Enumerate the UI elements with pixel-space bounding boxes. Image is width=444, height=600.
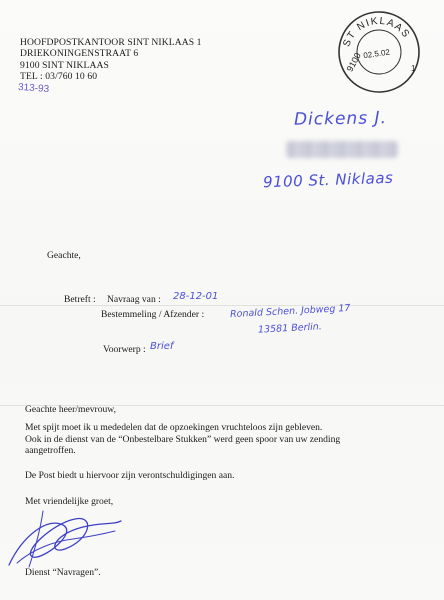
salutation: Geachte heer/mevrouw, xyxy=(25,404,117,415)
voorwerp-label: Voorwerp : xyxy=(103,344,146,355)
department-signoff: Dienst “Navragen”. xyxy=(25,567,101,578)
navraag-label: Navraag van : xyxy=(107,294,161,305)
handwritten-reference: 313-93 xyxy=(17,81,50,96)
redacted-street xyxy=(286,141,398,158)
bestemmeling-label: Bestemmeling / Afzender : xyxy=(101,309,205,320)
paragraph-1 xyxy=(25,422,340,457)
stamp-city-text: ST NIKLAAS xyxy=(341,15,413,49)
stamp-mark: 1 xyxy=(411,64,416,73)
recipient-name: Dickens J. xyxy=(293,108,388,130)
sender-line: 9100 SINT NIKLAAS xyxy=(20,59,109,71)
svg-text:ST NIKLAAS xyxy=(341,16,412,49)
navraag-value: 28-12-01 xyxy=(173,291,219,302)
bestemmeling-value: Ronald Schen. Jobweg 17 xyxy=(229,302,351,321)
paragraph-line: Met spijt moet ik u mededelen dat de opzoekingen vruchteloos zijn gebleven. xyxy=(25,422,323,433)
paragraph-2: De Post biedt u hiervoor zijn verontschuldigingen aan. xyxy=(25,470,235,481)
stamp-postcode: 9100 xyxy=(344,50,363,74)
voorwerp-value: Brief xyxy=(150,341,174,352)
closing: Met vriendelijke groet, xyxy=(25,496,114,507)
bestemmeling-value: 13581 Berlin. xyxy=(257,321,323,336)
paragraph-line: aangetroffen. xyxy=(25,445,76,457)
paragraph-line: Ook in de dienst van de “Onbestelbare Stukken” werd geen spoor van uw zending xyxy=(25,433,341,445)
fold-line xyxy=(0,305,444,306)
betreft-label: Betreft : xyxy=(64,294,96,305)
stamp-date: 02.5.02 xyxy=(362,47,391,61)
postmark-stamp xyxy=(336,9,422,95)
recipient-city: 9100 St. Niklaas xyxy=(262,168,394,192)
sender-line: DRIEKONINGENSTRAAT 6 xyxy=(20,48,139,60)
handwritten-signature xyxy=(3,505,125,573)
sender-line: HOOFDPOSTKANTOOR SINT NIKLAAS 1 xyxy=(20,37,202,48)
sender-line: TEL : 03/760 10 60 xyxy=(20,71,98,83)
greeting: Geachte, xyxy=(47,250,81,261)
sender-address xyxy=(20,37,202,83)
